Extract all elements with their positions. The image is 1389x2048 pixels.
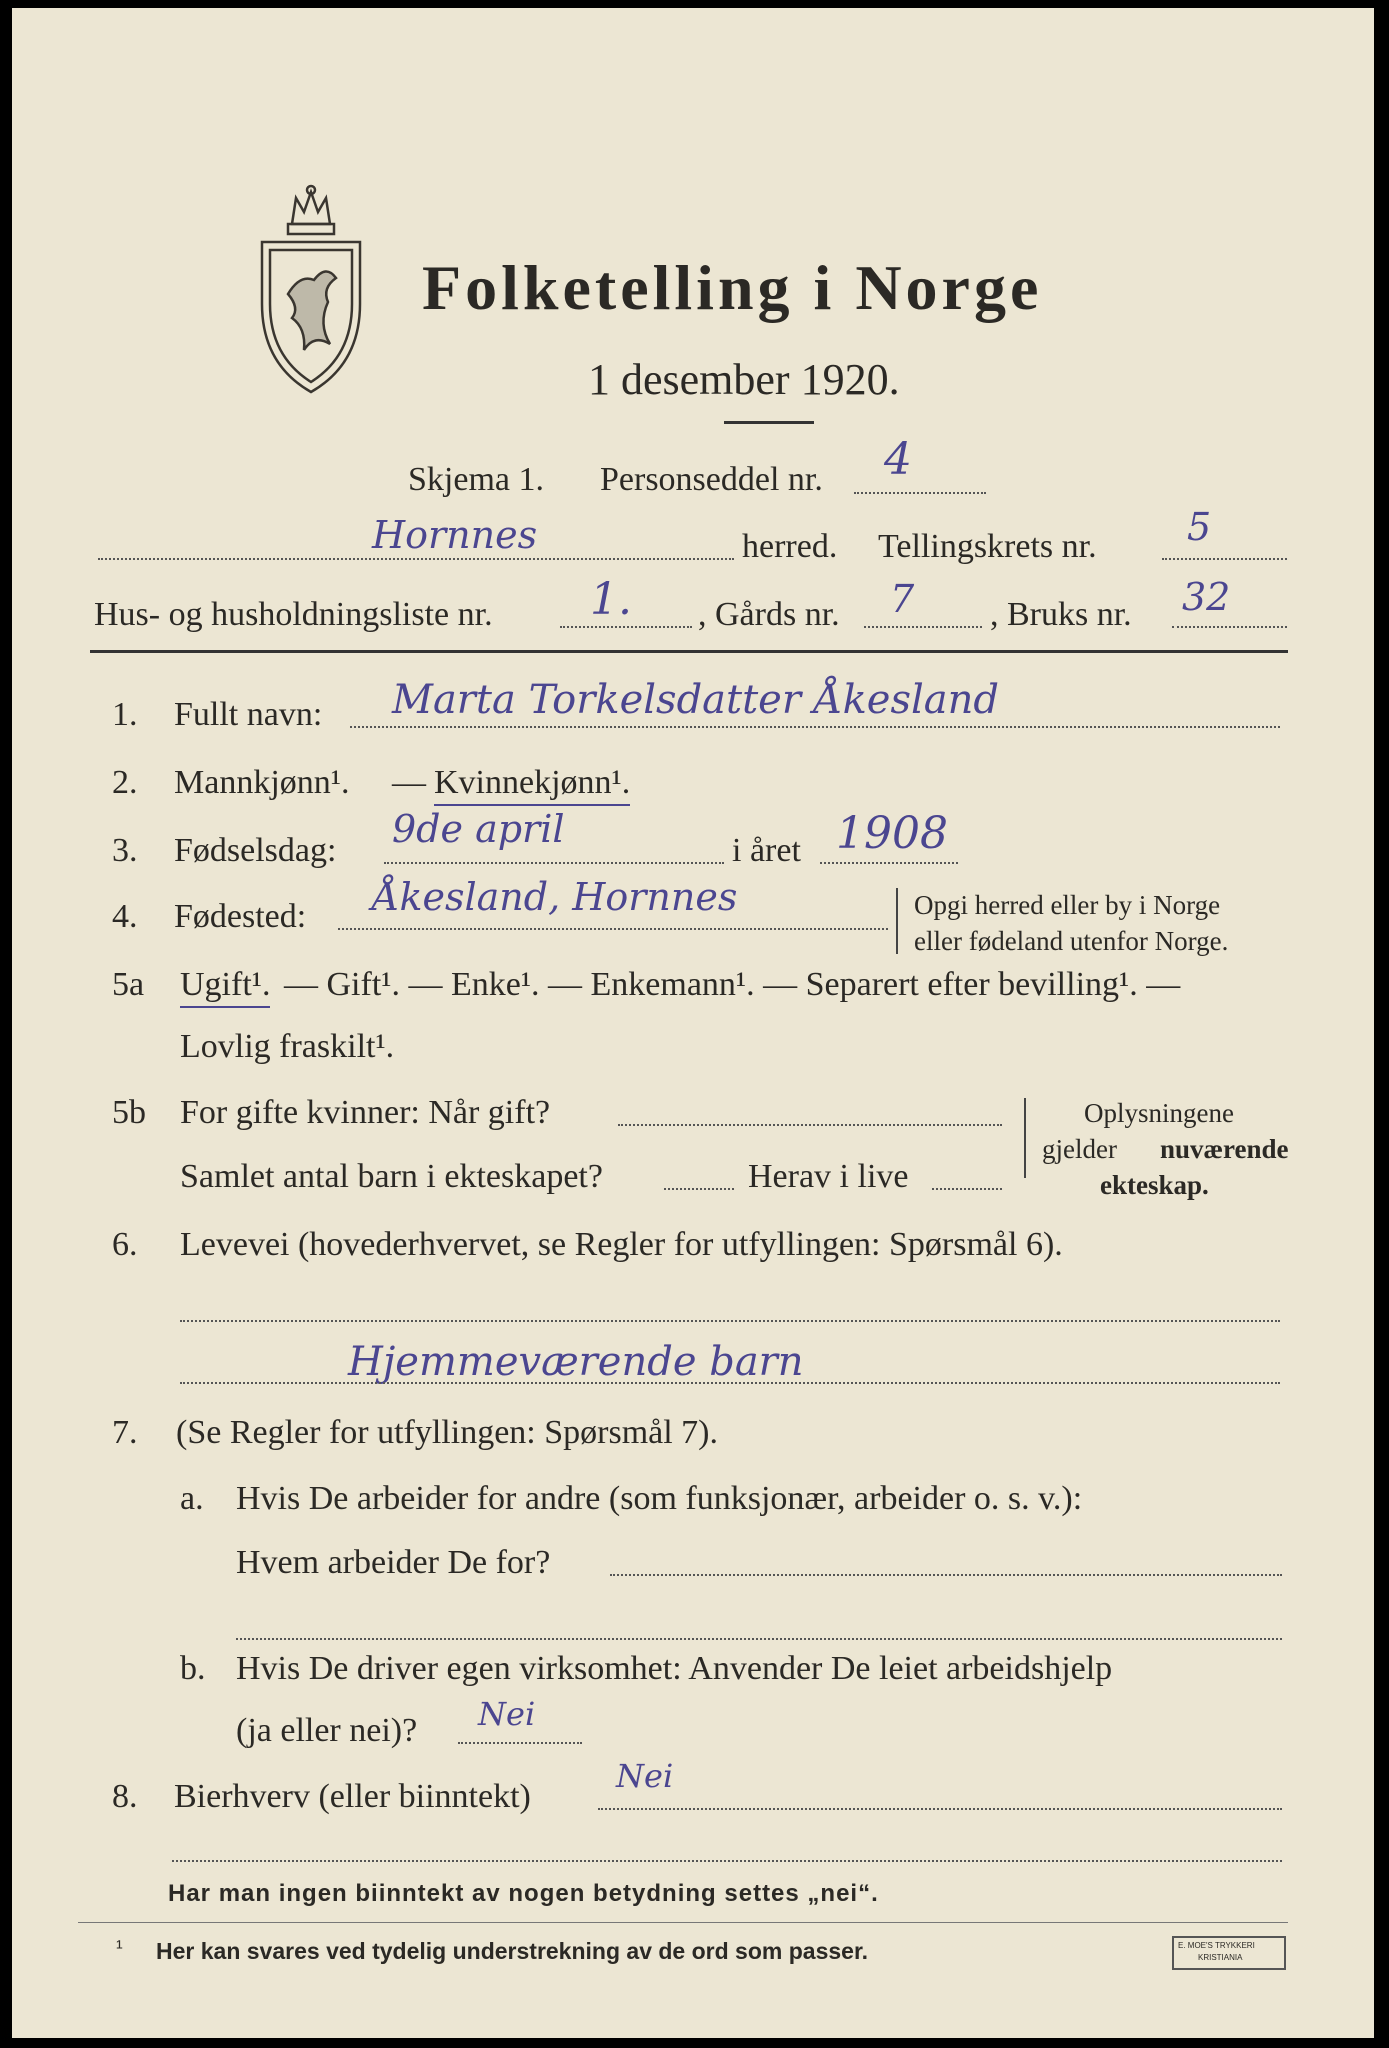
q3-label: Fødselsdag: bbox=[174, 832, 337, 869]
q7-label: (Se Regler for utfyllingen: Spørsmål 7). bbox=[176, 1414, 719, 1451]
tellingskrets-value[interactable]: 5 bbox=[1187, 505, 1212, 549]
q4-label: Fødested: bbox=[174, 898, 307, 935]
husliste-value[interactable]: 1. bbox=[590, 574, 632, 625]
coat-of-arms-icon bbox=[252, 184, 370, 396]
q3-year-line bbox=[820, 862, 958, 864]
q4-number: 4. bbox=[112, 898, 138, 935]
q5b-number: 5b bbox=[112, 1094, 146, 1131]
q3-day-line bbox=[384, 862, 724, 864]
q1-line bbox=[350, 726, 1280, 728]
q5b-note-brace bbox=[1024, 1098, 1026, 1178]
q8-line1 bbox=[598, 1808, 1282, 1810]
q3-year-value[interactable]: 1908 bbox=[836, 808, 948, 859]
personseddel-value[interactable]: 4 bbox=[884, 434, 912, 485]
q7a-employer-line bbox=[610, 1574, 1282, 1576]
q1-number: 1. bbox=[112, 696, 138, 733]
q8-number: 8. bbox=[112, 1778, 138, 1815]
printer-stamp-line1: E. MOE'S TRYKKERI bbox=[1178, 1941, 1255, 1950]
personseddel-label: Personseddel nr. bbox=[600, 461, 823, 498]
tellingskrets-label: Tellingskrets nr. bbox=[878, 528, 1097, 565]
q7b-line1: Hvis De driver egen virksomhet: Anvender De leiet arbeidshjelp bbox=[236, 1650, 1113, 1687]
husliste-line bbox=[560, 626, 692, 628]
q2-female-option[interactable]: Kvinnekjønn¹. bbox=[434, 766, 630, 806]
q2-number: 2. bbox=[112, 764, 138, 801]
q5a-ugift-option[interactable]: Ugift¹. bbox=[180, 968, 270, 1008]
q8-note: Har man ingen biinntekt av nogen betydning settes „nei“. bbox=[168, 1880, 879, 1907]
gards-line bbox=[864, 626, 982, 628]
q5b-married-line bbox=[618, 1124, 1002, 1126]
q7b-answer-line bbox=[458, 1742, 582, 1744]
title-divider bbox=[724, 421, 814, 424]
bruks-value[interactable]: 32 bbox=[1182, 575, 1231, 619]
q7b-letter: b. bbox=[180, 1650, 206, 1687]
q3-number: 3. bbox=[112, 832, 138, 869]
q3-year-label: i året bbox=[732, 832, 801, 869]
q6-occupation-value[interactable]: Hjemmeværende barn bbox=[348, 1339, 804, 1385]
gards-label: , Gårds nr. bbox=[698, 596, 840, 633]
footnote-mark: ¹ bbox=[116, 1937, 123, 1959]
q7a-extra-line bbox=[236, 1638, 1282, 1640]
q6-number: 6. bbox=[112, 1226, 138, 1263]
form-title: Folketelling i Norge bbox=[422, 252, 1043, 323]
q2-male-option[interactable]: Mannkjønn¹. bbox=[174, 764, 350, 801]
footnote-rule bbox=[78, 1922, 1288, 1923]
q3-day-value[interactable]: 9de april bbox=[392, 807, 565, 851]
herred-value[interactable]: Hornnes bbox=[372, 513, 538, 557]
tellingskrets-line bbox=[1162, 558, 1287, 560]
q5a-number: 5a bbox=[112, 966, 145, 1003]
printer-stamp-line2: KRISTIANIA bbox=[1198, 1953, 1243, 1962]
q5b-alive-line bbox=[932, 1188, 1002, 1190]
herred-label: herred. bbox=[742, 528, 838, 565]
q4-birthplace-value[interactable]: Åkesland, Hornnes bbox=[372, 875, 738, 919]
q5a-other-options[interactable]: — Gift¹. — Enke¹. — Enkemann¹. — Separert efter bevilling¹. — bbox=[284, 966, 1181, 1003]
q8-line2 bbox=[172, 1860, 1282, 1862]
bruks-line bbox=[1172, 626, 1287, 628]
q7a-line1: Hvis De arbeider for andre (som funksjonær, arbeider o. s. v.): bbox=[236, 1480, 1083, 1517]
q7a-letter: a. bbox=[180, 1480, 204, 1517]
q6-label: Levevei (hovederhvervet, se Regler for utfyllingen: Spørsmål 6). bbox=[180, 1226, 1063, 1263]
q5b-children-line bbox=[664, 1188, 734, 1190]
q5b-line2b: Herav i live bbox=[748, 1158, 909, 1195]
herred-line bbox=[98, 558, 734, 560]
q1-fullname-value[interactable]: Marta Torkelsdatter Åkesland bbox=[392, 677, 1000, 723]
q4-note-line2: eller fødeland utenfor Norge. bbox=[914, 926, 1229, 956]
q4-note-line1: Opgi herred eller by i Norge bbox=[914, 890, 1221, 920]
header-rule bbox=[90, 650, 1288, 653]
q4-line bbox=[338, 928, 888, 930]
schema-label: Skjema 1. bbox=[408, 461, 544, 498]
personseddel-line bbox=[854, 492, 986, 494]
q7b-answer-value[interactable]: Nei bbox=[478, 1695, 536, 1733]
q8-answer-value[interactable]: Nei bbox=[616, 1757, 674, 1795]
q5b-line2a: Samlet antal barn i ekteskapet? bbox=[180, 1158, 603, 1195]
q6-line1 bbox=[180, 1320, 1280, 1322]
q4-note-brace bbox=[896, 888, 898, 954]
husliste-label: Hus- og husholdningsliste nr. bbox=[94, 596, 493, 633]
q1-label: Fullt navn: bbox=[174, 696, 323, 733]
q7-number: 7. bbox=[112, 1414, 138, 1451]
gards-value[interactable]: 7 bbox=[890, 577, 915, 621]
q5b-note1: Oplysningene bbox=[1084, 1098, 1234, 1128]
q5b-note2a: gjelder bbox=[1042, 1134, 1117, 1164]
q8-label: Bierhverv (eller biinntekt) bbox=[174, 1778, 531, 1815]
census-date: 1 desember 1920. bbox=[588, 355, 900, 404]
q5b-note3: ekteskap. bbox=[1100, 1170, 1209, 1200]
bruks-label: , Bruks nr. bbox=[990, 596, 1132, 633]
footnote-text: Her kan svares ved tydelig understrekning av de ord som passer. bbox=[156, 1938, 869, 1964]
q6-line2 bbox=[180, 1382, 1280, 1384]
q2-separator: — bbox=[392, 764, 426, 801]
q7b-line2: (ja eller nei)? bbox=[236, 1712, 418, 1749]
census-form-sheet bbox=[12, 8, 1374, 2038]
q5a-line2[interactable]: Lovlig fraskilt¹. bbox=[180, 1028, 395, 1065]
q5b-line1: For gifte kvinner: Når gift? bbox=[180, 1094, 551, 1131]
q5b-note2b: nuværende bbox=[1160, 1134, 1289, 1164]
printer-stamp bbox=[1172, 1936, 1286, 1970]
q7a-line2: Hvem arbeider De for? bbox=[236, 1544, 551, 1581]
